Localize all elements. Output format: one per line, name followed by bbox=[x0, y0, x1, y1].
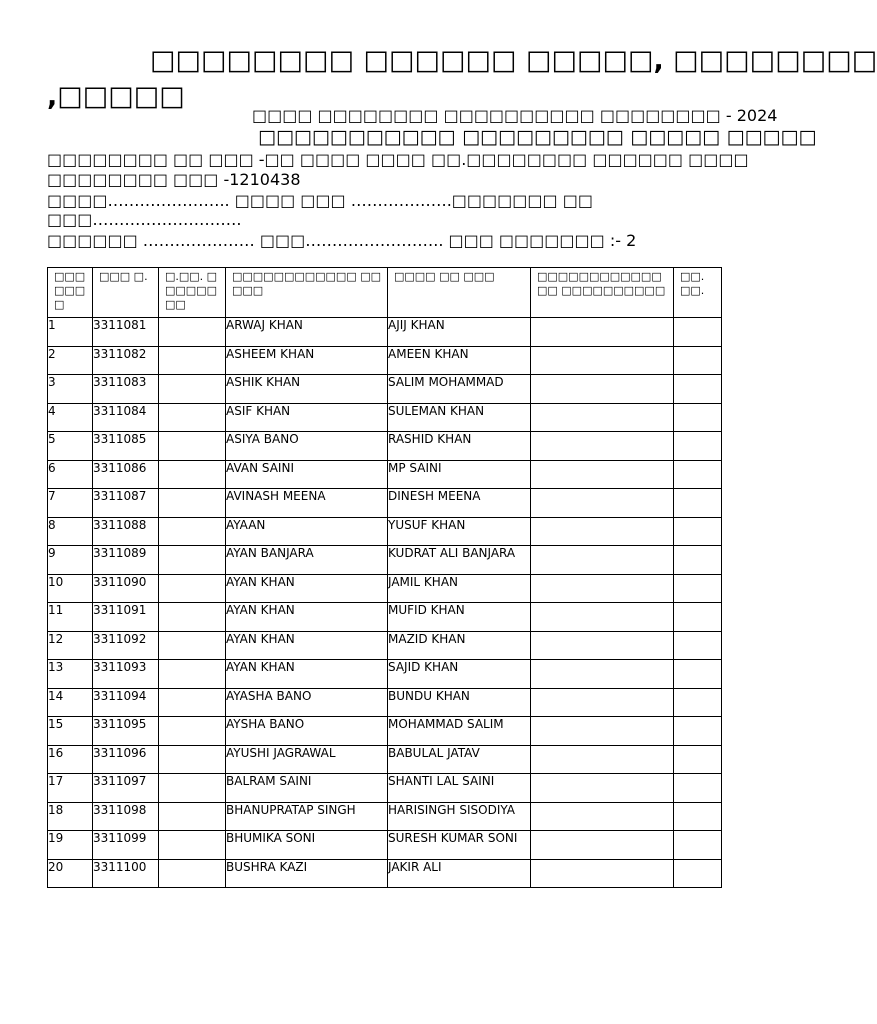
father-name-cell: MOHAMMAD SALIM bbox=[388, 717, 531, 746]
header-candidate-name: □□□□□□□□□□□□ □□ □□□ bbox=[226, 268, 388, 318]
serial-number-cell: 11 bbox=[48, 603, 93, 632]
previous-number-cell bbox=[159, 375, 226, 404]
previous-number-cell bbox=[159, 460, 226, 489]
candidate-name-cell: ASIF KHAN bbox=[226, 403, 388, 432]
father-name-cell: BUNDU KHAN bbox=[388, 688, 531, 717]
candidate-name-cell: BALRAM SAINI bbox=[226, 774, 388, 803]
header-father-name: □□□□ □□ □□□ bbox=[388, 268, 531, 318]
signature-cell[interactable] bbox=[531, 403, 674, 432]
father-name-cell: AMEEN KHAN bbox=[388, 346, 531, 375]
room-sheet-line: □□□□□□ ………………… □□□…………………….. □□□ □□□□□□□ :- 2 bbox=[47, 231, 637, 250]
father-name-cell: MAZID KHAN bbox=[388, 631, 531, 660]
roll-number-cell: 3311083 bbox=[93, 375, 159, 404]
candidate-name-cell: BHANUPRATAP SINGH bbox=[226, 802, 388, 831]
serial-number-cell: 19 bbox=[48, 831, 93, 860]
table-row bbox=[48, 660, 722, 689]
school-title-line-2: ,□□□□□ bbox=[47, 81, 185, 112]
remarks-cell[interactable] bbox=[674, 660, 722, 689]
table-row bbox=[48, 831, 722, 860]
previous-number-cell bbox=[159, 774, 226, 803]
candidate-name-cell: AYASHA BANO bbox=[226, 688, 388, 717]
candidate-name-cell: ASIYA BANO bbox=[226, 432, 388, 461]
previous-number-cell bbox=[159, 660, 226, 689]
signature-cell[interactable] bbox=[531, 802, 674, 831]
roll-number-cell: 3311081 bbox=[93, 318, 159, 347]
table-row bbox=[48, 318, 722, 347]
remarks-cell[interactable] bbox=[674, 631, 722, 660]
father-name-cell: MUFID KHAN bbox=[388, 603, 531, 632]
roll-number-cell: 3311087 bbox=[93, 489, 159, 518]
remarks-cell[interactable] bbox=[674, 517, 722, 546]
roll-number-cell: 3311086 bbox=[93, 460, 159, 489]
candidate-name-cell: BUSHRA KAZI bbox=[226, 859, 388, 888]
candidate-register-table bbox=[47, 267, 722, 888]
signature-cell[interactable] bbox=[531, 631, 674, 660]
table-body bbox=[48, 318, 722, 888]
father-name-cell: SULEMAN KHAN bbox=[388, 403, 531, 432]
table-row bbox=[48, 774, 722, 803]
candidate-name-cell: ASHEEM KHAN bbox=[226, 346, 388, 375]
header-previous-number: □.□□. □□□□□□□□ bbox=[159, 268, 226, 318]
serial-number-cell: 5 bbox=[48, 432, 93, 461]
signature-cell[interactable] bbox=[531, 517, 674, 546]
previous-number-cell bbox=[159, 574, 226, 603]
previous-number-cell bbox=[159, 717, 226, 746]
table-row bbox=[48, 403, 722, 432]
signature-cell[interactable] bbox=[531, 774, 674, 803]
roll-number-cell: 3311093 bbox=[93, 660, 159, 689]
remarks-cell[interactable] bbox=[674, 375, 722, 404]
table-header-row bbox=[48, 268, 722, 318]
father-name-cell: BABULAL JATAV bbox=[388, 745, 531, 774]
exam-name-line: □□□□ □□□□□□□□ □□□□□□□□□□ □□□□□□□□ - 2024 bbox=[252, 106, 778, 125]
roll-number-cell: 3311098 bbox=[93, 802, 159, 831]
header-candidate-signature: □□□□□□□□□□□□ □□ □□□□□□□□□□ bbox=[531, 268, 674, 318]
table-row bbox=[48, 375, 722, 404]
serial-number-cell: 10 bbox=[48, 574, 93, 603]
remarks-cell[interactable] bbox=[674, 688, 722, 717]
roll-number-cell: 3311097 bbox=[93, 774, 159, 803]
table-row bbox=[48, 546, 722, 575]
roll-number-cell: 3311094 bbox=[93, 688, 159, 717]
roll-number-cell: 3311096 bbox=[93, 745, 159, 774]
signature-cell[interactable] bbox=[531, 375, 674, 404]
name-blank-line: □□□………………………. bbox=[47, 210, 242, 229]
signature-cell[interactable] bbox=[531, 745, 674, 774]
table-row bbox=[48, 859, 722, 888]
header-remarks: □□. □□. bbox=[674, 268, 722, 318]
previous-number-cell bbox=[159, 489, 226, 518]
signature-cell[interactable] bbox=[531, 717, 674, 746]
father-name-cell: SALIM MOHAMMAD bbox=[388, 375, 531, 404]
candidate-name-cell: AYAN KHAN bbox=[226, 660, 388, 689]
previous-number-cell bbox=[159, 688, 226, 717]
father-name-cell: JAMIL KHAN bbox=[388, 574, 531, 603]
remarks-cell[interactable] bbox=[674, 432, 722, 461]
roll-number-cell: 3311082 bbox=[93, 346, 159, 375]
father-name-cell: JAKIR ALI bbox=[388, 859, 531, 888]
table-row bbox=[48, 460, 722, 489]
candidate-name-cell: AVINASH MEENA bbox=[226, 489, 388, 518]
table-row bbox=[48, 603, 722, 632]
roll-number-cell: 3311089 bbox=[93, 546, 159, 575]
previous-number-cell bbox=[159, 859, 226, 888]
signature-cell[interactable] bbox=[531, 688, 674, 717]
remarks-cell[interactable] bbox=[674, 802, 722, 831]
father-name-cell: AJIJ KHAN bbox=[388, 318, 531, 347]
serial-number-cell: 16 bbox=[48, 745, 93, 774]
serial-number-cell: 9 bbox=[48, 546, 93, 575]
candidate-name-cell: AYAAN bbox=[226, 517, 388, 546]
candidate-name-cell: BHUMIKA SONI bbox=[226, 831, 388, 860]
father-name-cell: KUDRAT ALI BANJARA bbox=[388, 546, 531, 575]
previous-number-cell bbox=[159, 432, 226, 461]
table-row bbox=[48, 517, 722, 546]
table-row bbox=[48, 745, 722, 774]
signature-cell[interactable] bbox=[531, 432, 674, 461]
exam-centre-line: □□□□□□□□ □□ □□□ -□□ □□□□ □□□□ □□.□□□□□□□□ □□□□□□ □□□□ bbox=[47, 150, 749, 169]
roll-number-cell: 3311085 bbox=[93, 432, 159, 461]
serial-number-cell: 17 bbox=[48, 774, 93, 803]
roll-number-cell: 3311088 bbox=[93, 517, 159, 546]
subject-date-line: □□□□………………….. □□□□ □□□ ……………….□□□□□□□ □□ bbox=[47, 191, 593, 210]
remarks-cell[interactable] bbox=[674, 745, 722, 774]
signature-cell[interactable] bbox=[531, 831, 674, 860]
table-row bbox=[48, 574, 722, 603]
table-row bbox=[48, 489, 722, 518]
serial-number-cell: 7 bbox=[48, 489, 93, 518]
father-name-cell: SURESH KUMAR SONI bbox=[388, 831, 531, 860]
candidate-name-cell: ASHIK KHAN bbox=[226, 375, 388, 404]
serial-number-cell: 15 bbox=[48, 717, 93, 746]
signature-cell[interactable] bbox=[531, 603, 674, 632]
remarks-cell[interactable] bbox=[674, 603, 722, 632]
serial-number-cell: 12 bbox=[48, 631, 93, 660]
serial-number-cell: 14 bbox=[48, 688, 93, 717]
roll-number-cell: 3311084 bbox=[93, 403, 159, 432]
roll-number-cell: 3311095 bbox=[93, 717, 159, 746]
roll-number-cell: 3311099 bbox=[93, 831, 159, 860]
remarks-cell[interactable] bbox=[674, 460, 722, 489]
sheet-title: □□□□□□□□□□□ □□□□□□□□□ □□□□□ □□□□□ bbox=[258, 126, 817, 148]
serial-number-cell: 18 bbox=[48, 802, 93, 831]
previous-number-cell bbox=[159, 517, 226, 546]
father-name-cell: SHANTI LAL SAINI bbox=[388, 774, 531, 803]
previous-number-cell bbox=[159, 631, 226, 660]
father-name-cell: YUSUF KHAN bbox=[388, 517, 531, 546]
candidate-name-cell: AYSHA BANO bbox=[226, 717, 388, 746]
serial-number-cell: 6 bbox=[48, 460, 93, 489]
table-row bbox=[48, 717, 722, 746]
table-row bbox=[48, 688, 722, 717]
remarks-cell[interactable] bbox=[674, 831, 722, 860]
remarks-cell[interactable] bbox=[674, 346, 722, 375]
remarks-cell[interactable] bbox=[674, 318, 722, 347]
signature-cell[interactable] bbox=[531, 546, 674, 575]
remarks-cell[interactable] bbox=[674, 574, 722, 603]
serial-number-cell: 8 bbox=[48, 517, 93, 546]
serial-number-cell: 1 bbox=[48, 318, 93, 347]
candidate-name-cell: AYAN BANJARA bbox=[226, 546, 388, 575]
signature-cell[interactable] bbox=[531, 489, 674, 518]
signature-cell[interactable] bbox=[531, 574, 674, 603]
signature-cell[interactable] bbox=[531, 660, 674, 689]
roll-number-cell: 3311091 bbox=[93, 603, 159, 632]
header-roll-number: □□□ □. bbox=[93, 268, 159, 318]
previous-number-cell bbox=[159, 745, 226, 774]
table-row bbox=[48, 346, 722, 375]
remarks-cell[interactable] bbox=[674, 546, 722, 575]
signature-cell[interactable] bbox=[531, 346, 674, 375]
table-row bbox=[48, 432, 722, 461]
centre-number-line: □□□□□□□□ □□□ -1210438 bbox=[47, 170, 301, 189]
remarks-cell[interactable] bbox=[674, 489, 722, 518]
roll-number-cell: 3311092 bbox=[93, 631, 159, 660]
previous-number-cell bbox=[159, 403, 226, 432]
candidate-name-cell: AYAN KHAN bbox=[226, 574, 388, 603]
remarks-cell[interactable] bbox=[674, 774, 722, 803]
candidate-name-cell: AYAN KHAN bbox=[226, 603, 388, 632]
previous-number-cell bbox=[159, 346, 226, 375]
father-name-cell: MP SAINI bbox=[388, 460, 531, 489]
candidate-name-cell: AYUSHI JAGRAWAL bbox=[226, 745, 388, 774]
serial-number-cell: 20 bbox=[48, 859, 93, 888]
serial-number-cell: 3 bbox=[48, 375, 93, 404]
serial-number-cell: 2 bbox=[48, 346, 93, 375]
signature-cell[interactable] bbox=[531, 859, 674, 888]
remarks-cell[interactable] bbox=[674, 403, 722, 432]
father-name-cell: SAJID KHAN bbox=[388, 660, 531, 689]
father-name-cell: HARISINGH SISODIYA bbox=[388, 802, 531, 831]
previous-number-cell bbox=[159, 802, 226, 831]
signature-cell[interactable] bbox=[531, 318, 674, 347]
school-title-line-1: □□□□□□□□ □□□□□□ □□□□□, □□□□□□□□ bbox=[150, 45, 877, 76]
father-name-cell: RASHID KHAN bbox=[388, 432, 531, 461]
table-row bbox=[48, 802, 722, 831]
candidate-name-cell: AVAN SAINI bbox=[226, 460, 388, 489]
candidate-name-cell: ARWAJ KHAN bbox=[226, 318, 388, 347]
roll-number-cell: 3311090 bbox=[93, 574, 159, 603]
signature-cell[interactable] bbox=[531, 460, 674, 489]
remarks-cell[interactable] bbox=[674, 717, 722, 746]
father-name-cell: DINESH MEENA bbox=[388, 489, 531, 518]
serial-number-cell: 13 bbox=[48, 660, 93, 689]
remarks-cell[interactable] bbox=[674, 859, 722, 888]
previous-number-cell bbox=[159, 831, 226, 860]
candidate-name-cell: AYAN KHAN bbox=[226, 631, 388, 660]
previous-number-cell bbox=[159, 603, 226, 632]
previous-number-cell bbox=[159, 546, 226, 575]
roll-number-cell: 3311100 bbox=[93, 859, 159, 888]
header-serial-number: □□□ □□□□ bbox=[48, 268, 93, 318]
serial-number-cell: 4 bbox=[48, 403, 93, 432]
previous-number-cell bbox=[159, 318, 226, 347]
table-row bbox=[48, 631, 722, 660]
